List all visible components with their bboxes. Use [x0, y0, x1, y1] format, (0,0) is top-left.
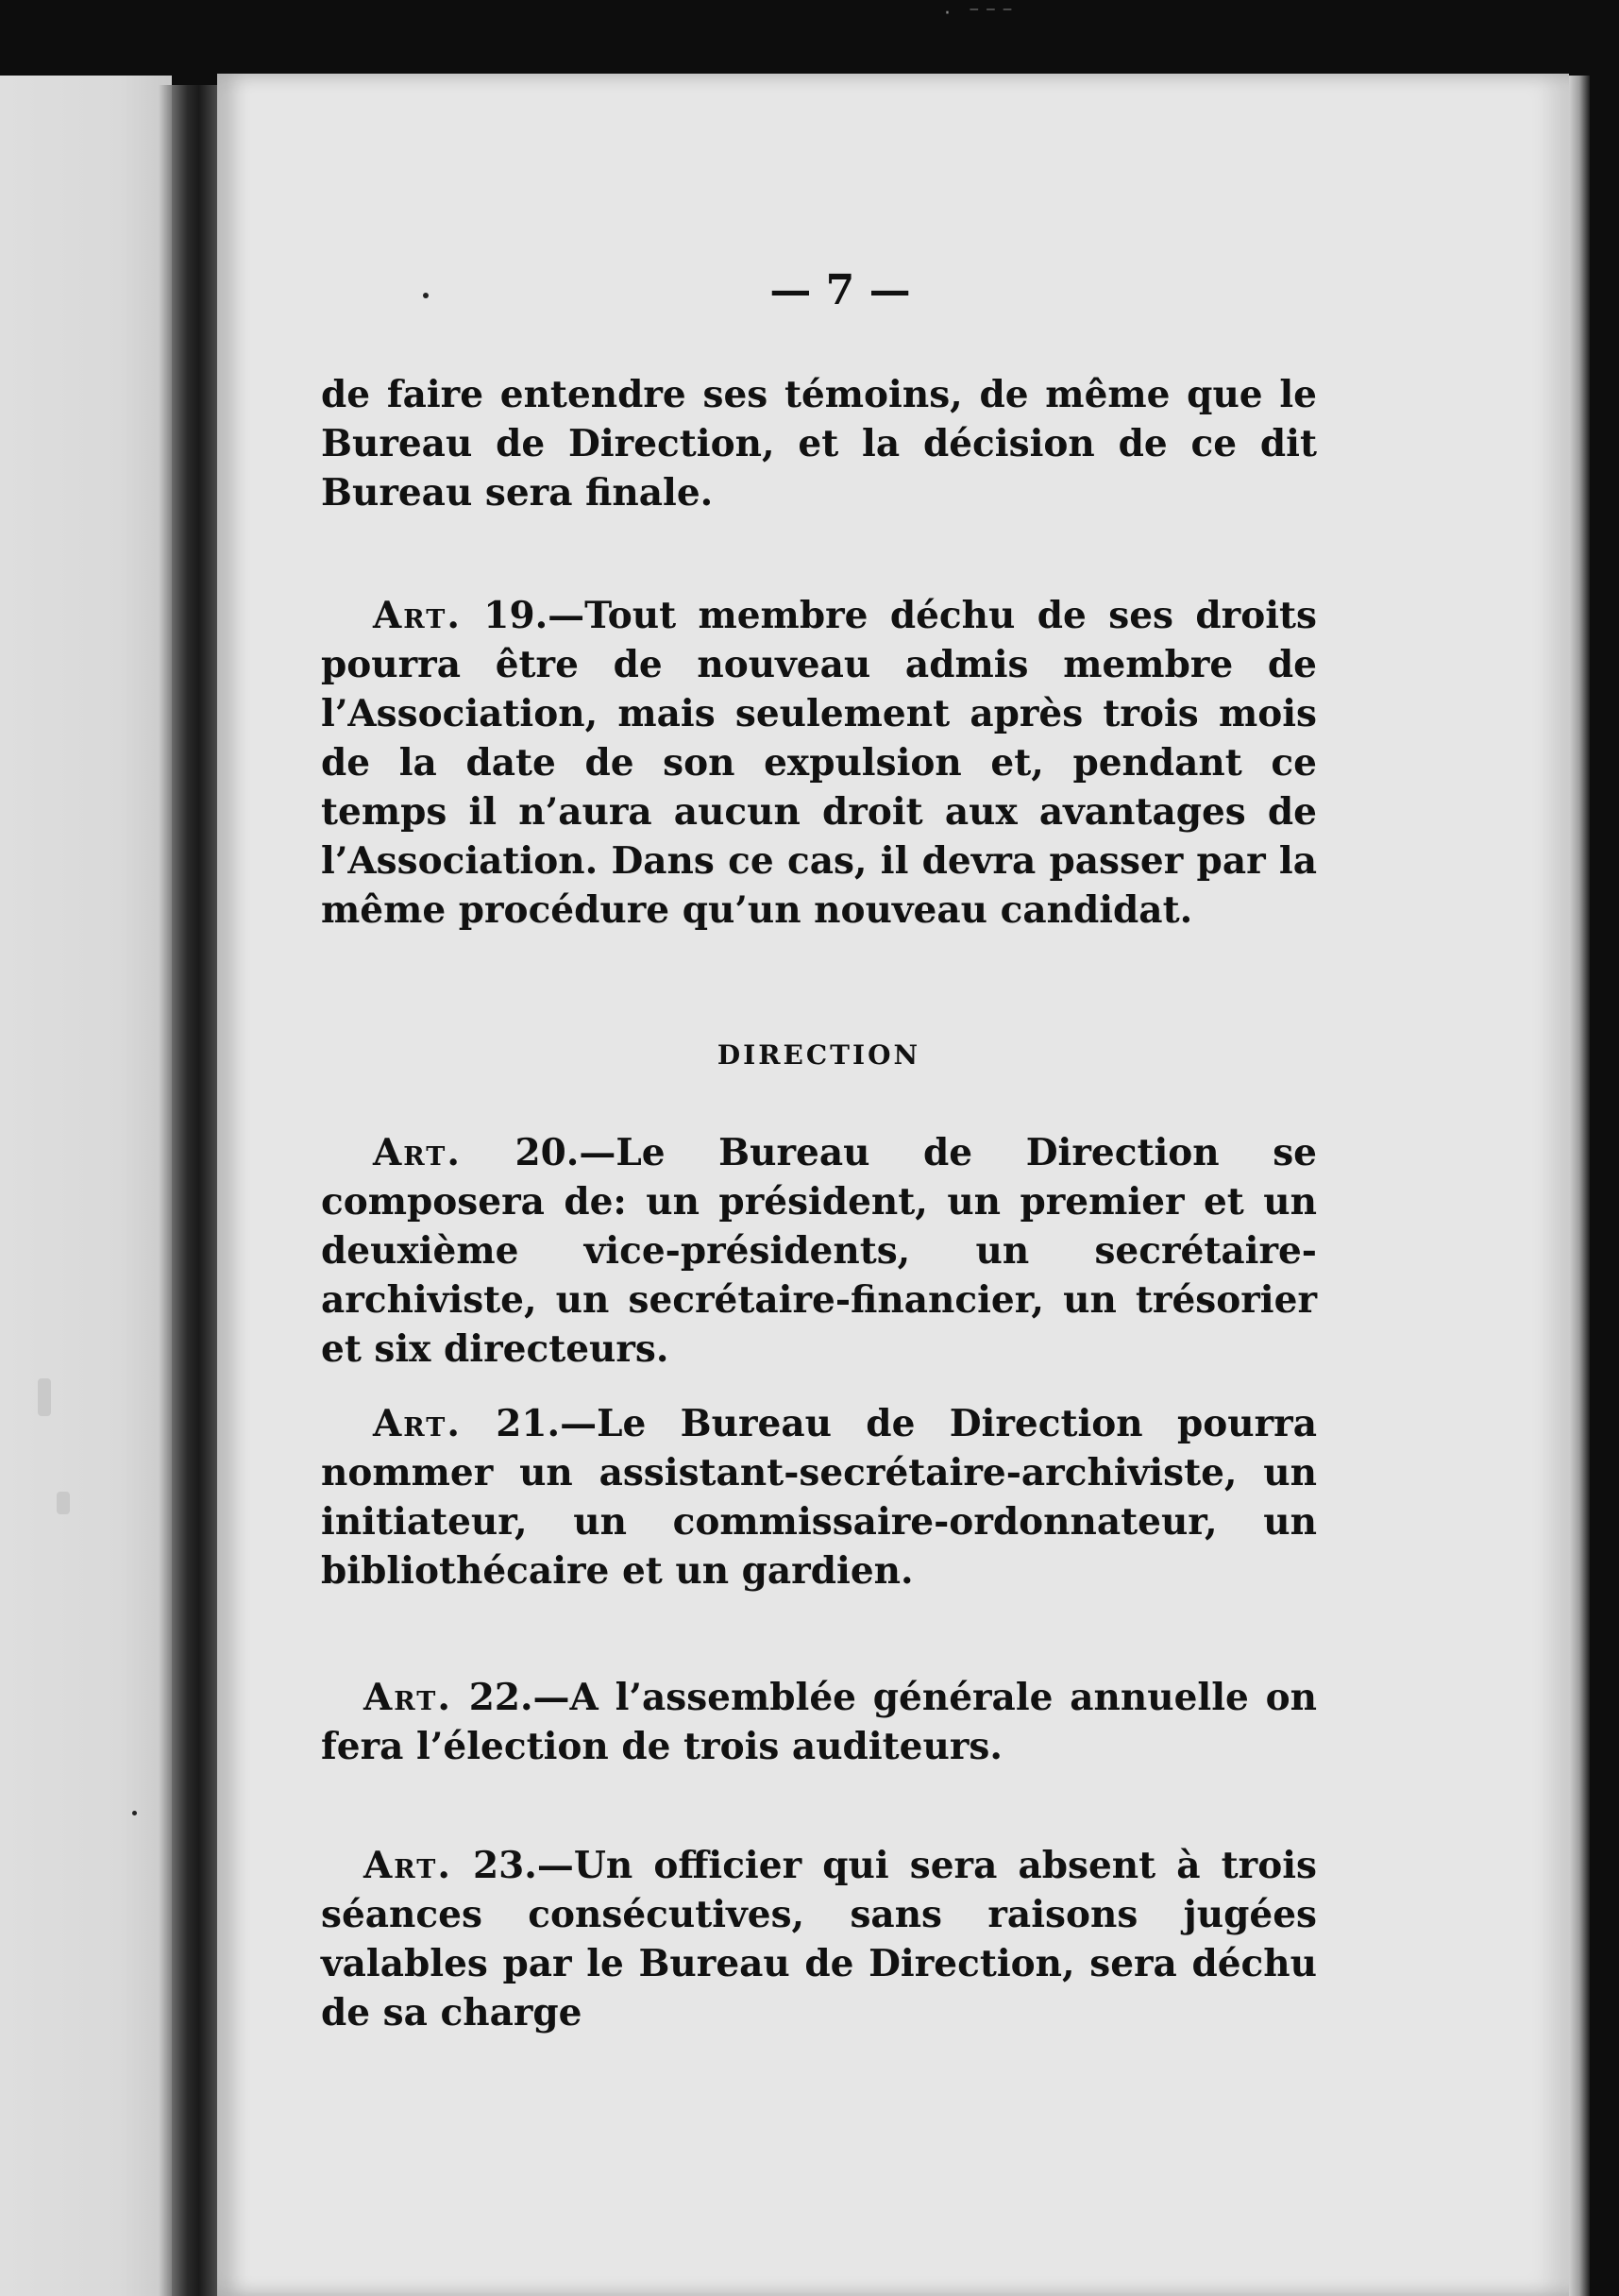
article-label: Art. [363, 1676, 452, 1719]
article-label: Art. [373, 1131, 462, 1174]
page-smudge [57, 1492, 70, 1514]
paragraph-text: 20.—Le Bureau de Direction se composera de: un président, un premier et un deuxième vice-présidents, un secrétaire-archiviste, un secrétaire-financier, un trésorier et six directeurs. [321, 1131, 1317, 1371]
section-heading: DIRECTION [717, 1039, 921, 1071]
binding-shadow [159, 85, 172, 2296]
left-page-edge [0, 76, 172, 2296]
article-label: Art. [363, 1844, 452, 1887]
article-23 [321, 1841, 1317, 2037]
print-speck [423, 293, 429, 298]
article-label: Art. [373, 1402, 462, 1445]
scan-artifact: · ⁻⁻⁻ [944, 2, 1019, 25]
article-22 [321, 1673, 1317, 1771]
page-number: — 7 — [769, 266, 911, 314]
article-label: Art. [373, 594, 462, 637]
article-21 [321, 1399, 1317, 1595]
right-page-edge [1569, 76, 1590, 2296]
paragraph-text: 21.—Le Bureau de Direction pourra nommer un assistant-secrétaire-archiviste, un initiateur, un commissaire-ordonnateur, un bibliothécaire et un gardien. [321, 1402, 1317, 1593]
page-smudge [38, 1378, 51, 1416]
article-20 [321, 1128, 1317, 1374]
book-binding-gutter [172, 85, 217, 2296]
paragraph-continuation [321, 370, 1317, 517]
paragraph-text: 23.—Un officier qui sera absent à trois séances consécutives, sans raisons jugées valables par le Bureau de Direction, sera déchu de sa charge [321, 1844, 1317, 2034]
paragraph-text: de faire entendre ses témoins, de même que le Bureau de Direction, et la décision de ce dit Bureau sera finale. [321, 373, 1317, 515]
print-speck [132, 1811, 137, 1815]
article-19 [321, 591, 1317, 935]
paragraph-text: 22.—A l’assemblée générale annuelle on fera l’élection de trois auditeurs. [321, 1676, 1317, 1768]
paragraph-text: 19.—Tout membre déchu de ses droits pourra être de nouveau admis membre de l’Association, mais seulement après trois mois de la date de son expulsion et, pendant ce temps il n’aura aucun droit aux avantages de l’Association. Dans ce cas, il devra passer par la même procédure qu’un nouveau candidat. [321, 594, 1317, 932]
